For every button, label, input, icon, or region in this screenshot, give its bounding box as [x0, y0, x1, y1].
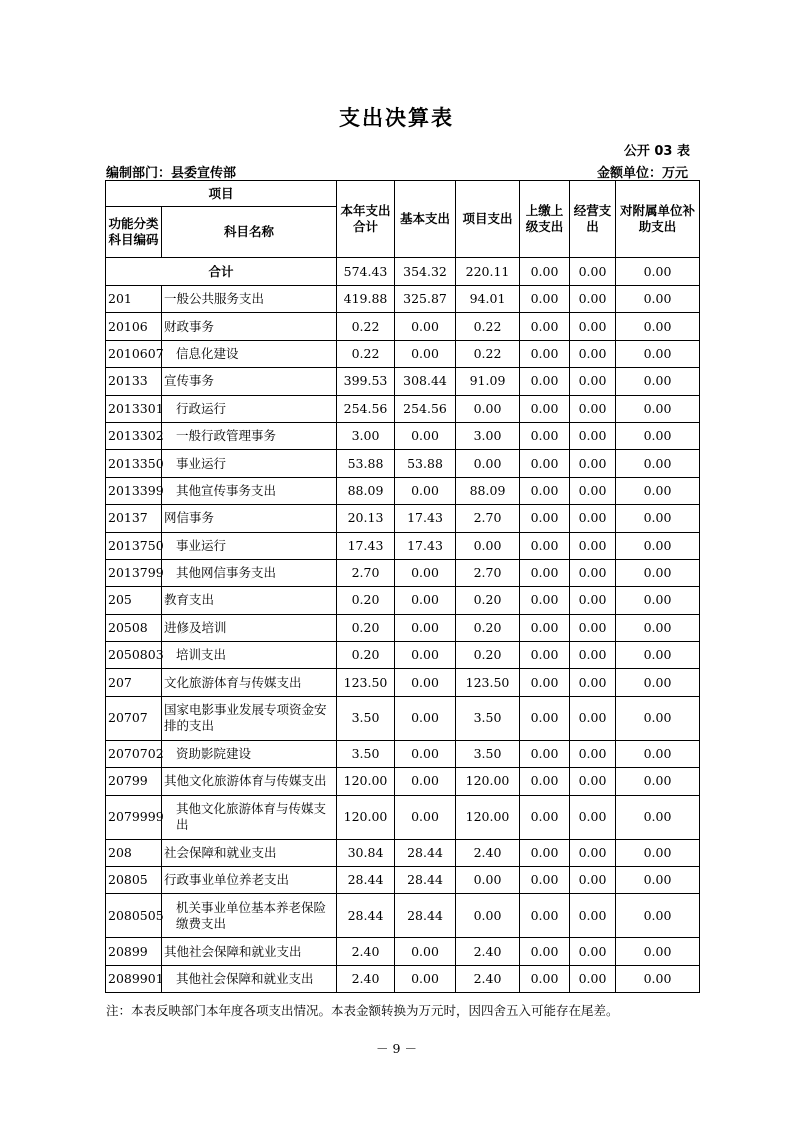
amount-cell: 399.53	[337, 368, 395, 395]
amount-cell: 0.00	[570, 938, 616, 965]
subject-code: 2089901	[106, 965, 162, 992]
subject-code: 2013302	[106, 422, 162, 449]
header-item: 项目	[106, 181, 337, 207]
amount-cell: 120.00	[337, 795, 395, 839]
table-row	[106, 614, 700, 641]
amount-cell: 0.00	[520, 768, 570, 795]
total-value: 354.32	[395, 258, 456, 286]
amount-cell: 0.00	[395, 340, 456, 367]
amount-cell: 3.50	[337, 740, 395, 767]
amount-cell: 2.40	[456, 965, 520, 992]
amount-cell: 0.00	[520, 422, 570, 449]
amount-cell: 0.00	[616, 740, 700, 767]
amount-cell: 0.00	[570, 505, 616, 532]
subject-code: 2050803	[106, 642, 162, 669]
amount-cell: 0.00	[520, 965, 570, 992]
amount-cell: 0.00	[395, 422, 456, 449]
total-value: 574.43	[337, 258, 395, 286]
amount-cell: 0.22	[456, 340, 520, 367]
amount-cell: 3.00	[456, 422, 520, 449]
amount-cell: 254.56	[337, 395, 395, 422]
table-row	[106, 894, 700, 938]
total-row	[106, 258, 700, 286]
subject-name: 行政运行	[162, 395, 337, 422]
amount-cell: 0.00	[456, 450, 520, 477]
subject-code: 2013301	[106, 395, 162, 422]
subject-name: 其他社会保障和就业支出	[162, 965, 337, 992]
amount-cell: 120.00	[456, 768, 520, 795]
amount-cell: 0.00	[616, 587, 700, 614]
amount-cell: 28.44	[337, 867, 395, 894]
amount-cell: 0.00	[570, 965, 616, 992]
table-row	[106, 587, 700, 614]
amount-cell: 0.00	[395, 938, 456, 965]
table-row	[106, 286, 700, 313]
table-row	[106, 395, 700, 422]
amount-cell: 0.20	[337, 587, 395, 614]
total-value: 0.00	[616, 258, 700, 286]
form-number: 公开 03 表	[623, 144, 690, 159]
amount-cell: 0.00	[395, 642, 456, 669]
total-value: 220.11	[456, 258, 520, 286]
subject-name: 资助影院建设	[162, 740, 337, 767]
table-row	[106, 740, 700, 767]
amount-cell: 88.09	[337, 477, 395, 504]
amount-cell: 0.00	[616, 642, 700, 669]
total-label: 合计	[106, 258, 337, 286]
subject-code: 2079999	[106, 795, 162, 839]
amount-cell: 0.00	[520, 368, 570, 395]
header-basic: 基本支出	[395, 181, 456, 258]
amount-cell: 91.09	[456, 368, 520, 395]
amount-cell: 0.00	[456, 395, 520, 422]
subject-code: 2070702	[106, 740, 162, 767]
amount-cell: 123.50	[337, 669, 395, 696]
table-row	[106, 450, 700, 477]
amount-cell: 2.40	[337, 938, 395, 965]
header-business: 经营支出	[570, 181, 616, 258]
amount-cell: 3.00	[337, 422, 395, 449]
amount-cell: 53.88	[337, 450, 395, 477]
amount-cell: 20.13	[337, 505, 395, 532]
table-row	[106, 839, 700, 866]
amount-cell: 0.00	[520, 867, 570, 894]
amount-cell: 0.00	[570, 286, 616, 313]
amount-cell: 0.00	[520, 313, 570, 340]
amount-cell: 0.00	[520, 286, 570, 313]
header-upper: 上缴上级支出	[520, 181, 570, 258]
header-subsidy: 对附属单位补助支出	[616, 181, 700, 258]
amount-cell: 0.00	[616, 696, 700, 740]
subject-name: 机关事业单位基本养老保险缴费支出	[162, 894, 337, 938]
amount-cell: 0.00	[520, 795, 570, 839]
subject-name: 培训支出	[162, 642, 337, 669]
amount-cell: 3.50	[337, 696, 395, 740]
subject-name: 行政事业单位养老支出	[162, 867, 337, 894]
subject-code: 20799	[106, 768, 162, 795]
subject-code: 20137	[106, 505, 162, 532]
amount-cell: 17.43	[395, 532, 456, 559]
table-row	[106, 795, 700, 839]
amount-cell: 0.00	[616, 368, 700, 395]
amount-cell: 0.00	[570, 422, 616, 449]
amount-cell: 0.00	[520, 938, 570, 965]
subject-code: 208	[106, 839, 162, 866]
amount-cell: 0.00	[520, 669, 570, 696]
amount-cell: 0.00	[616, 532, 700, 559]
table-row	[106, 696, 700, 740]
header-total: 本年支出合计	[337, 181, 395, 258]
amount-cell: 0.00	[395, 313, 456, 340]
amount-cell: 0.00	[395, 768, 456, 795]
amount-cell: 0.00	[520, 587, 570, 614]
subject-code: 2013750	[106, 532, 162, 559]
subject-code: 20508	[106, 614, 162, 641]
amount-cell: 0.00	[570, 587, 616, 614]
amount-cell: 0.00	[570, 795, 616, 839]
amount-cell: 0.00	[520, 740, 570, 767]
subject-name: 一般行政管理事务	[162, 422, 337, 449]
amount-cell: 0.00	[616, 938, 700, 965]
amount-cell: 2.40	[456, 938, 520, 965]
amount-cell: 0.00	[395, 696, 456, 740]
total-value: 0.00	[570, 258, 616, 286]
amount-cell: 0.00	[616, 894, 700, 938]
amount-cell: 0.00	[395, 559, 456, 586]
amount-cell: 0.00	[616, 286, 700, 313]
amount-cell: 0.00	[520, 340, 570, 367]
amount-cell: 0.00	[616, 795, 700, 839]
subject-name: 信息化建设	[162, 340, 337, 367]
amount-cell: 88.09	[456, 477, 520, 504]
amount-cell: 28.44	[395, 867, 456, 894]
amount-cell: 0.00	[395, 587, 456, 614]
subject-code: 20805	[106, 867, 162, 894]
amount-cell: 0.00	[570, 614, 616, 641]
amount-cell: 0.00	[570, 669, 616, 696]
amount-cell: 0.00	[570, 894, 616, 938]
amount-cell: 0.00	[520, 450, 570, 477]
table-row	[106, 867, 700, 894]
amount-cell: 0.00	[570, 340, 616, 367]
amount-cell: 0.00	[520, 642, 570, 669]
amount-cell: 2.40	[456, 839, 520, 866]
amount-cell: 0.00	[570, 740, 616, 767]
table-row	[106, 768, 700, 795]
header-project: 项目支出	[456, 181, 520, 258]
subject-code: 20899	[106, 938, 162, 965]
amount-cell: 0.00	[570, 313, 616, 340]
table-row	[106, 559, 700, 586]
amount-cell: 325.87	[395, 286, 456, 313]
table-row	[106, 477, 700, 504]
amount-cell: 0.00	[570, 532, 616, 559]
amount-cell: 0.00	[570, 642, 616, 669]
page-title: 支出决算表	[339, 106, 454, 130]
subject-code: 2013799	[106, 559, 162, 586]
subject-code: 2013399	[106, 477, 162, 504]
subject-code: 205	[106, 587, 162, 614]
amount-cell: 0.22	[456, 313, 520, 340]
amount-cell: 0.00	[616, 477, 700, 504]
amount-cell: 0.00	[395, 614, 456, 641]
amount-cell: 0.00	[395, 740, 456, 767]
amount-cell: 0.00	[616, 839, 700, 866]
amount-cell: 0.00	[616, 614, 700, 641]
amount-cell: 0.00	[570, 867, 616, 894]
subject-code: 20707	[106, 696, 162, 740]
table-row	[106, 965, 700, 992]
amount-cell: 2.40	[337, 965, 395, 992]
amount-cell: 0.00	[616, 965, 700, 992]
amount-cell: 0.00	[570, 839, 616, 866]
amount-cell: 0.00	[520, 614, 570, 641]
subject-name: 其他文化旅游体育与传媒支出	[162, 795, 337, 839]
amount-cell: 17.43	[395, 505, 456, 532]
amount-cell: 0.00	[616, 669, 700, 696]
amount-cell: 28.44	[337, 894, 395, 938]
amount-cell: 120.00	[456, 795, 520, 839]
subject-code: 201	[106, 286, 162, 313]
subject-name: 事业运行	[162, 450, 337, 477]
amount-cell: 308.44	[395, 368, 456, 395]
amount-cell: 0.00	[520, 559, 570, 586]
subject-name: 社会保障和就业支出	[162, 839, 337, 866]
table-row	[106, 422, 700, 449]
table-row	[106, 938, 700, 965]
amount-cell: 0.00	[456, 532, 520, 559]
amount-cell: 53.88	[395, 450, 456, 477]
amount-cell: 0.00	[616, 340, 700, 367]
unit-label: 金额单位：万元	[596, 166, 688, 181]
amount-cell: 419.88	[337, 286, 395, 313]
amount-cell: 0.00	[395, 669, 456, 696]
amount-cell: 0.00	[570, 395, 616, 422]
amount-cell: 0.00	[520, 477, 570, 504]
department-label: 编制部门：县委宣传部	[106, 166, 237, 181]
amount-cell: 0.20	[456, 614, 520, 641]
amount-cell: 0.22	[337, 340, 395, 367]
amount-cell: 0.00	[616, 313, 700, 340]
amount-cell: 0.00	[570, 368, 616, 395]
subject-name: 财政事务	[162, 313, 337, 340]
amount-cell: 0.00	[570, 559, 616, 586]
amount-cell: 17.43	[337, 532, 395, 559]
amount-cell: 0.00	[616, 867, 700, 894]
amount-cell: 0.00	[520, 839, 570, 866]
amount-cell: 0.00	[520, 395, 570, 422]
amount-cell: 30.84	[337, 839, 395, 866]
amount-cell: 0.20	[456, 587, 520, 614]
amount-cell: 0.00	[520, 894, 570, 938]
amount-cell: 0.00	[616, 505, 700, 532]
amount-cell: 28.44	[395, 894, 456, 938]
amount-cell: 0.00	[570, 450, 616, 477]
subject-name: 国家电影事业发展专项资金安排的支出	[162, 696, 337, 740]
subject-name: 进修及培训	[162, 614, 337, 641]
amount-cell: 0.00	[520, 505, 570, 532]
amount-cell: 0.00	[616, 450, 700, 477]
table-row	[106, 642, 700, 669]
amount-cell: 254.56	[395, 395, 456, 422]
table-row	[106, 505, 700, 532]
amount-cell: 3.50	[456, 696, 520, 740]
subject-code: 2080505	[106, 894, 162, 938]
page-number: － 9 －	[376, 1041, 417, 1056]
amount-cell: 0.00	[456, 894, 520, 938]
table-row	[106, 669, 700, 696]
subject-code: 2013350	[106, 450, 162, 477]
amount-cell: 0.00	[520, 696, 570, 740]
subject-name: 网信事务	[162, 505, 337, 532]
table-row	[106, 532, 700, 559]
subject-name: 事业运行	[162, 532, 337, 559]
subject-name: 其他宣传事务支出	[162, 477, 337, 504]
amount-cell: 0.00	[616, 559, 700, 586]
subject-code: 20106	[106, 313, 162, 340]
amount-cell: 0.20	[456, 642, 520, 669]
amount-cell: 0.00	[570, 696, 616, 740]
amount-cell: 0.20	[337, 614, 395, 641]
amount-cell: 120.00	[337, 768, 395, 795]
subject-code: 20133	[106, 368, 162, 395]
amount-cell: 0.00	[570, 477, 616, 504]
amount-cell: 123.50	[456, 669, 520, 696]
subject-name: 教育支出	[162, 587, 337, 614]
amount-cell: 28.44	[395, 839, 456, 866]
amount-cell: 2.70	[337, 559, 395, 586]
total-value: 0.00	[520, 258, 570, 286]
amount-cell: 0.00	[395, 795, 456, 839]
subject-code: 207	[106, 669, 162, 696]
subject-name: 宣传事务	[162, 368, 337, 395]
table-row	[106, 340, 700, 367]
amount-cell: 3.50	[456, 740, 520, 767]
header-code: 功能分类科目编码	[106, 207, 162, 258]
amount-cell: 2.70	[456, 559, 520, 586]
amount-cell: 0.00	[616, 422, 700, 449]
amount-cell: 0.22	[337, 313, 395, 340]
table-row	[106, 313, 700, 340]
subject-code: 2010607	[106, 340, 162, 367]
table-note: 注：本表反映部门本年度各项支出情况。本表金额转换为万元时，因四舍五入可能存在尾差。	[106, 1003, 619, 1018]
amount-cell: 0.20	[337, 642, 395, 669]
expenditure-table	[105, 180, 700, 993]
amount-cell: 2.70	[456, 505, 520, 532]
amount-cell: 0.00	[520, 532, 570, 559]
subject-name: 其他文化旅游体育与传媒支出	[162, 768, 337, 795]
amount-cell: 0.00	[616, 768, 700, 795]
subject-name: 其他网信事务支出	[162, 559, 337, 586]
table-row	[106, 368, 700, 395]
subject-name: 其他社会保障和就业支出	[162, 938, 337, 965]
amount-cell: 0.00	[570, 768, 616, 795]
header-name: 科目名称	[162, 207, 337, 258]
subject-name: 一般公共服务支出	[162, 286, 337, 313]
amount-cell: 0.00	[395, 965, 456, 992]
amount-cell: 0.00	[395, 477, 456, 504]
amount-cell: 0.00	[616, 395, 700, 422]
amount-cell: 94.01	[456, 286, 520, 313]
subject-name: 文化旅游体育与传媒支出	[162, 669, 337, 696]
amount-cell: 0.00	[456, 867, 520, 894]
